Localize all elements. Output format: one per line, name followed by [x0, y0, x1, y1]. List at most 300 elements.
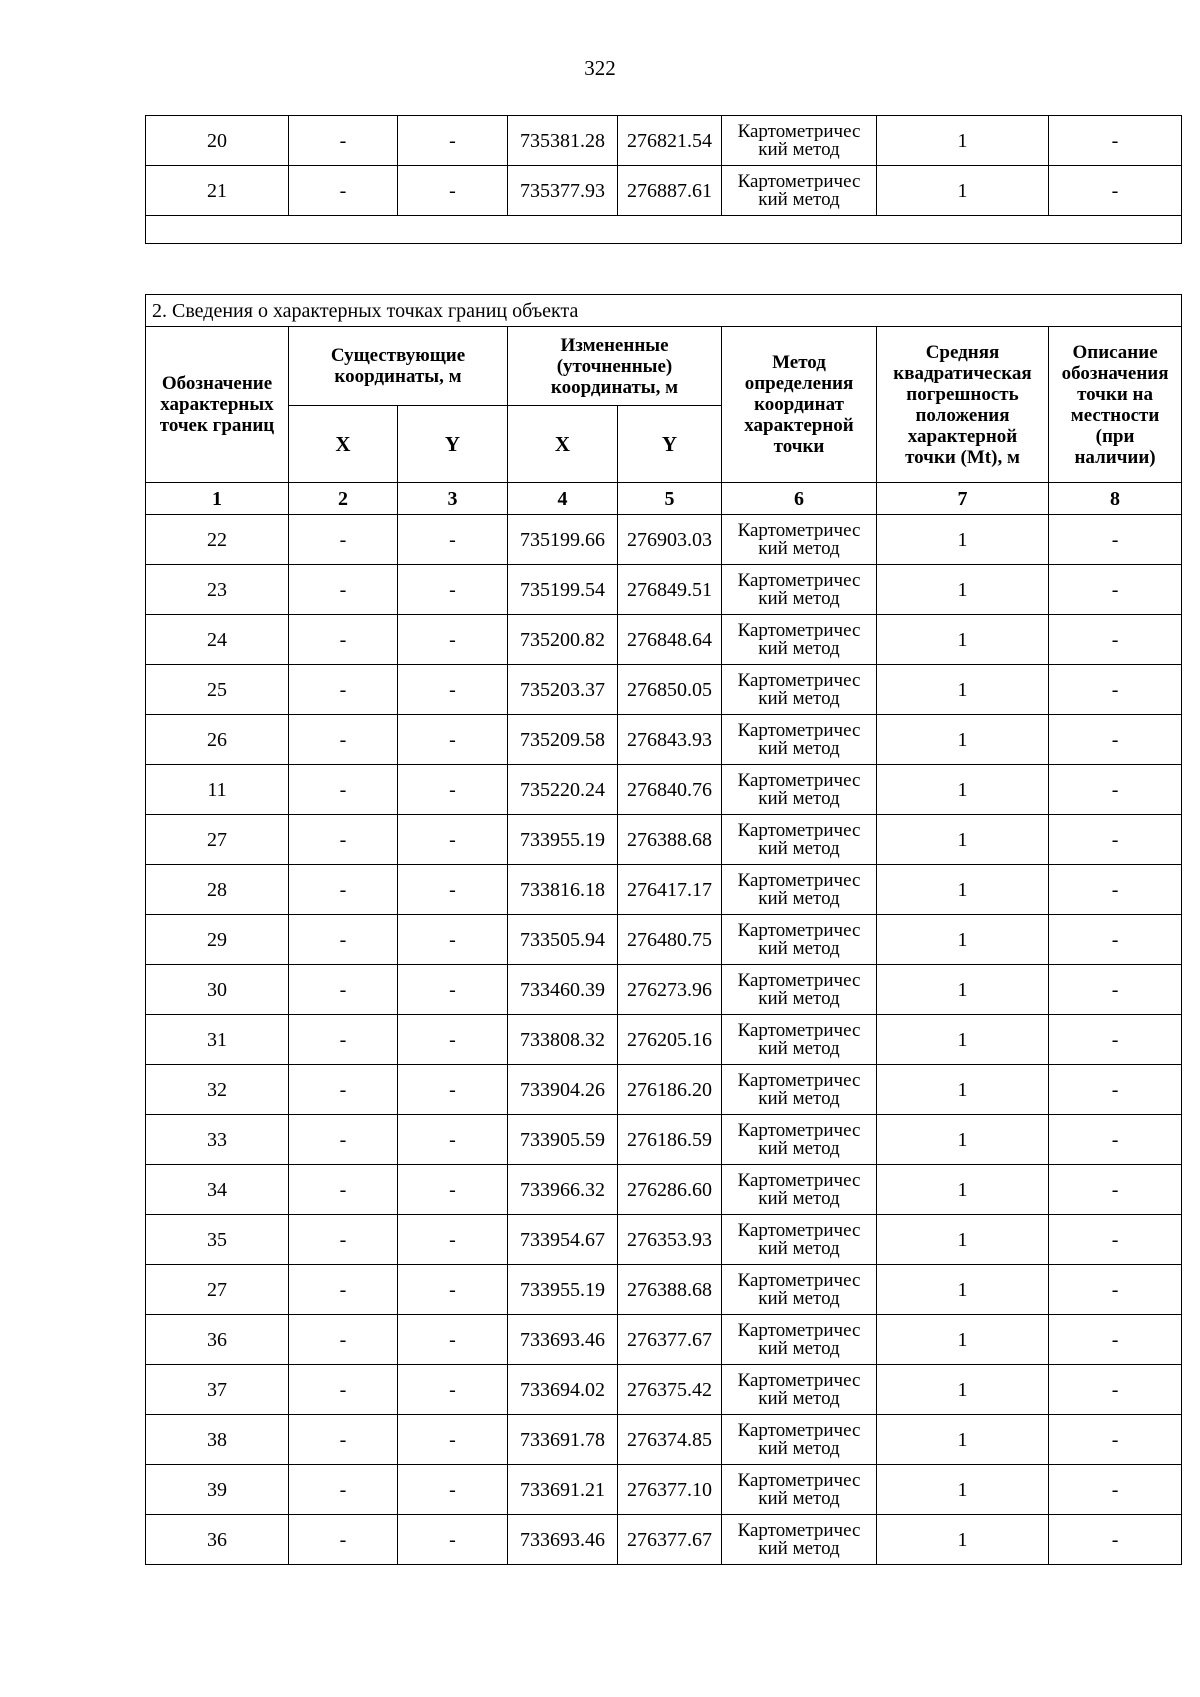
method-line: кий метод	[758, 1137, 840, 1159]
table-row	[146, 116, 1182, 166]
changed-y: 276286.60	[618, 1165, 722, 1215]
header-line: координаты, м	[334, 366, 462, 387]
point-description: -	[1049, 1115, 1182, 1165]
table-row	[146, 665, 1182, 715]
existing-y: -	[398, 765, 508, 815]
point-description: -	[1049, 1465, 1182, 1515]
point-number: 37	[146, 1365, 289, 1415]
existing-y: -	[398, 116, 508, 166]
point-description: -	[1049, 1415, 1182, 1465]
header-description	[1049, 327, 1182, 483]
existing-y: -	[398, 1215, 508, 1265]
existing-x: -	[289, 765, 398, 815]
mean-error: 1	[877, 1265, 1049, 1315]
continued-coordinates-table	[145, 115, 1182, 244]
point-number: 24	[146, 615, 289, 665]
mean-error: 1	[877, 166, 1049, 216]
column-number: 4	[508, 483, 618, 515]
header-line: точек границ	[159, 415, 275, 436]
mean-error: 1	[877, 1415, 1049, 1465]
changed-y: 276887.61	[618, 166, 722, 216]
point-number: 28	[146, 865, 289, 915]
point-description: -	[1049, 965, 1182, 1015]
table-row	[146, 166, 1182, 216]
method-cell	[722, 765, 877, 815]
changed-x: 733460.39	[508, 965, 618, 1015]
existing-x: -	[289, 1315, 398, 1365]
mean-error: 1	[877, 1315, 1049, 1365]
blank-row	[146, 216, 1182, 244]
existing-x: -	[289, 515, 398, 565]
mean-error: 1	[877, 615, 1049, 665]
point-description: -	[1049, 715, 1182, 765]
method-line: кий метод	[758, 687, 840, 709]
changed-x: 733694.02	[508, 1365, 618, 1415]
point-number: 20	[146, 116, 289, 166]
method-line: кий метод	[758, 138, 840, 160]
method-line: кий метод	[758, 1387, 840, 1409]
method-line: кий метод	[758, 987, 840, 1009]
point-number: 31	[146, 1015, 289, 1065]
header-line: Средняя	[925, 341, 1000, 363]
mean-error: 1	[877, 665, 1049, 715]
point-number: 35	[146, 1215, 289, 1265]
table-row	[146, 1065, 1182, 1115]
existing-y: -	[398, 1415, 508, 1465]
method-line: кий метод	[758, 1537, 840, 1559]
point-description: -	[1049, 1265, 1182, 1315]
point-number: 21	[146, 166, 289, 216]
method-cell	[722, 1315, 877, 1365]
table-header	[146, 295, 1182, 515]
header-line: характерной	[907, 425, 1018, 447]
method-cell	[722, 116, 877, 166]
changed-x: 735199.54	[508, 565, 618, 615]
method-line: кий метод	[758, 787, 840, 809]
changed-x: 733505.94	[508, 915, 618, 965]
method-cell	[722, 1165, 877, 1215]
blank-cell	[146, 216, 1182, 244]
point-description: -	[1049, 116, 1182, 166]
point-description: -	[1049, 615, 1182, 665]
method-cell	[722, 715, 877, 765]
changed-x: 733954.67	[508, 1215, 618, 1265]
method-cell	[722, 965, 877, 1015]
header-changed-x: X	[508, 406, 618, 483]
table-row	[146, 615, 1182, 665]
point-description: -	[1049, 915, 1182, 965]
changed-x: 733691.78	[508, 1415, 618, 1465]
header-changed-y: Y	[618, 406, 722, 483]
changed-y: 276377.67	[618, 1515, 722, 1565]
changed-y: 276374.85	[618, 1415, 722, 1465]
mean-error: 1	[877, 965, 1049, 1015]
existing-x: -	[289, 715, 398, 765]
point-number: 34	[146, 1165, 289, 1215]
header-line: характерных	[160, 394, 274, 415]
method-line: Картометричес	[737, 1519, 861, 1541]
existing-x: -	[289, 915, 398, 965]
method-line: Картометричес	[737, 1419, 861, 1441]
header-line: Метод	[772, 352, 826, 373]
point-number: 39	[146, 1465, 289, 1515]
changed-x: 733905.59	[508, 1115, 618, 1165]
table-row	[146, 915, 1182, 965]
table-row	[146, 965, 1182, 1015]
point-description: -	[1049, 1215, 1182, 1265]
point-number: 29	[146, 915, 289, 965]
changed-y: 276186.59	[618, 1115, 722, 1165]
existing-x: -	[289, 1265, 398, 1315]
existing-x: -	[289, 865, 398, 915]
method-line: кий метод	[758, 737, 840, 759]
changed-y: 276377.10	[618, 1465, 722, 1515]
method-line: Картометричес	[737, 120, 861, 142]
point-number: 25	[146, 665, 289, 715]
mean-error: 1	[877, 515, 1049, 565]
method-line: Картометричес	[737, 919, 861, 941]
mean-error: 1	[877, 815, 1049, 865]
mean-error: 1	[877, 715, 1049, 765]
method-line: кий метод	[758, 537, 840, 559]
mean-error: 1	[877, 1515, 1049, 1565]
mean-error: 1	[877, 865, 1049, 915]
header-line: характерной	[744, 415, 854, 436]
method-cell	[722, 615, 877, 665]
method-line: Картометричес	[737, 569, 861, 591]
method-line: Картометричес	[737, 1119, 861, 1141]
point-description: -	[1049, 665, 1182, 715]
method-line: Картометричес	[737, 1219, 861, 1241]
table-row	[146, 715, 1182, 765]
changed-y: 276273.96	[618, 965, 722, 1015]
method-line: кий метод	[758, 1037, 840, 1059]
changed-x: 735220.24	[508, 765, 618, 815]
method-line: Картометричес	[737, 170, 861, 192]
point-number: 32	[146, 1065, 289, 1115]
column-number: 1	[146, 483, 289, 515]
changed-x: 735381.28	[508, 116, 618, 166]
changed-y: 276843.93	[618, 715, 722, 765]
header-mean-error	[877, 327, 1049, 483]
existing-x: -	[289, 665, 398, 715]
column-number: 6	[722, 483, 877, 515]
existing-y: -	[398, 1265, 508, 1315]
method-cell	[722, 665, 877, 715]
changed-y: 276375.42	[618, 1365, 722, 1415]
changed-x: 733691.21	[508, 1465, 618, 1515]
method-line: Картометричес	[737, 1019, 861, 1041]
changed-y: 276388.68	[618, 1265, 722, 1315]
existing-x: -	[289, 1415, 398, 1465]
method-cell	[722, 565, 877, 615]
existing-y: -	[398, 615, 508, 665]
header-line: Описание	[1072, 341, 1158, 363]
existing-x: -	[289, 1465, 398, 1515]
table-row	[146, 515, 1182, 565]
header-line: точки	[773, 436, 825, 457]
method-line: кий метод	[758, 587, 840, 609]
point-number: 11	[146, 765, 289, 815]
point-description: -	[1049, 1015, 1182, 1065]
changed-y: 276849.51	[618, 565, 722, 615]
header-line: (при	[1095, 425, 1135, 447]
existing-x: -	[289, 1015, 398, 1065]
method-cell	[722, 1465, 877, 1515]
column-number: 5	[618, 483, 722, 515]
table-row	[146, 765, 1182, 815]
existing-x: -	[289, 615, 398, 665]
existing-y: -	[398, 1515, 508, 1565]
column-number: 7	[877, 483, 1049, 515]
point-description: -	[1049, 865, 1182, 915]
mean-error: 1	[877, 1465, 1049, 1515]
method-line: Картометричес	[737, 769, 861, 791]
point-description: -	[1049, 565, 1182, 615]
changed-y: 276850.05	[618, 665, 722, 715]
method-line: Картометричес	[737, 1369, 861, 1391]
changed-y: 276388.68	[618, 815, 722, 865]
existing-x: -	[289, 1115, 398, 1165]
existing-x: -	[289, 1165, 398, 1215]
changed-x: 733955.19	[508, 1265, 618, 1315]
header-line: квадратическая	[893, 362, 1032, 384]
mean-error: 1	[877, 1015, 1049, 1065]
existing-y: -	[398, 715, 508, 765]
header-existing-x: X	[289, 406, 398, 483]
point-number: 23	[146, 565, 289, 615]
method-line: кий метод	[758, 1287, 840, 1309]
existing-y: -	[398, 1315, 508, 1365]
header-method	[722, 327, 877, 483]
point-number: 33	[146, 1115, 289, 1165]
point-description: -	[1049, 1365, 1182, 1415]
method-line: кий метод	[758, 837, 840, 859]
method-cell	[722, 1415, 877, 1465]
method-line: кий метод	[758, 887, 840, 909]
method-line: кий метод	[758, 1187, 840, 1209]
method-cell	[722, 1065, 877, 1115]
mean-error: 1	[877, 116, 1049, 166]
method-cell	[722, 1265, 877, 1315]
continued-table-body	[146, 116, 1182, 244]
method-line: кий метод	[758, 1437, 840, 1459]
method-line: кий метод	[758, 1087, 840, 1109]
point-description: -	[1049, 765, 1182, 815]
existing-x: -	[289, 1365, 398, 1415]
method-cell	[722, 515, 877, 565]
table-row	[146, 1465, 1182, 1515]
existing-x: -	[289, 1515, 398, 1565]
point-description: -	[1049, 815, 1182, 865]
table-row	[146, 1265, 1182, 1315]
method-line: кий метод	[758, 1337, 840, 1359]
changed-y: 276205.16	[618, 1015, 722, 1065]
changed-x: 733966.32	[508, 1165, 618, 1215]
table-row	[146, 565, 1182, 615]
method-cell	[722, 1015, 877, 1065]
changed-x: 733808.32	[508, 1015, 618, 1065]
point-number: 22	[146, 515, 289, 565]
existing-y: -	[398, 166, 508, 216]
existing-y: -	[398, 1165, 508, 1215]
column-number: 2	[289, 483, 398, 515]
header-line: определения	[744, 373, 854, 394]
point-description: -	[1049, 1515, 1182, 1565]
mean-error: 1	[877, 1165, 1049, 1215]
table-row	[146, 865, 1182, 915]
point-number: 36	[146, 1315, 289, 1365]
changed-x: 733955.19	[508, 815, 618, 865]
existing-y: -	[398, 1115, 508, 1165]
existing-y: -	[398, 915, 508, 965]
boundary-points-table	[145, 294, 1182, 1565]
mean-error: 1	[877, 565, 1049, 615]
method-cell	[722, 865, 877, 915]
method-line: Картометричес	[737, 1069, 861, 1091]
page-number: 322	[584, 56, 616, 80]
mean-error: 1	[877, 1115, 1049, 1165]
changed-y: 276377.67	[618, 1315, 722, 1365]
header-line: обозначения	[1061, 362, 1169, 384]
changed-x: 735199.66	[508, 515, 618, 565]
mean-error: 1	[877, 1215, 1049, 1265]
point-description: -	[1049, 1165, 1182, 1215]
existing-x: -	[289, 565, 398, 615]
changed-y: 276417.17	[618, 865, 722, 915]
changed-y: 276480.75	[618, 915, 722, 965]
column-number: 3	[398, 483, 508, 515]
method-cell	[722, 1365, 877, 1415]
header-line: точки на	[1077, 383, 1153, 405]
method-line: Картометричес	[737, 669, 861, 691]
point-number: 30	[146, 965, 289, 1015]
method-cell	[722, 1515, 877, 1565]
header-line: Существующие	[330, 345, 466, 366]
method-line: Картометричес	[737, 869, 861, 891]
header-line: (уточненные)	[556, 355, 673, 377]
method-line: Картометричес	[737, 719, 861, 741]
table-row	[146, 1165, 1182, 1215]
changed-x: 733816.18	[508, 865, 618, 915]
existing-x: -	[289, 1065, 398, 1115]
header-line: координаты, м	[550, 376, 679, 398]
existing-x: -	[289, 166, 398, 216]
method-cell	[722, 166, 877, 216]
existing-x: -	[289, 965, 398, 1015]
table-row	[146, 1365, 1182, 1415]
method-line: Картометричес	[737, 1319, 861, 1341]
header-existing-coordinates	[289, 327, 508, 406]
changed-x: 735377.93	[508, 166, 618, 216]
existing-y: -	[398, 965, 508, 1015]
table-row	[146, 1515, 1182, 1565]
column-number: 8	[1049, 483, 1182, 515]
header-line: местности	[1070, 404, 1160, 426]
header-changed-coordinates	[508, 327, 722, 406]
existing-y: -	[398, 665, 508, 715]
method-line: Картометричес	[737, 969, 861, 991]
existing-y: -	[398, 1015, 508, 1065]
method-line: Картометричес	[737, 1169, 861, 1191]
table-row	[146, 1315, 1182, 1365]
section-title: 2. Сведения о характерных точках границ объекта	[146, 295, 1182, 327]
changed-y: 276840.76	[618, 765, 722, 815]
existing-y: -	[398, 1365, 508, 1415]
changed-y: 276186.20	[618, 1065, 722, 1115]
method-line: кий метод	[758, 637, 840, 659]
changed-x: 735200.82	[508, 615, 618, 665]
method-cell	[722, 915, 877, 965]
existing-x: -	[289, 815, 398, 865]
existing-y: -	[398, 565, 508, 615]
existing-y: -	[398, 865, 508, 915]
point-number: 27	[146, 1265, 289, 1315]
changed-y: 276353.93	[618, 1215, 722, 1265]
changed-x: 733904.26	[508, 1065, 618, 1115]
mean-error: 1	[877, 1065, 1049, 1115]
method-line: Картометричес	[737, 1269, 861, 1291]
header-line: Обозначение	[161, 373, 273, 394]
method-cell	[722, 815, 877, 865]
table-body	[146, 515, 1182, 1565]
point-description: -	[1049, 1065, 1182, 1115]
method-line: кий метод	[758, 1237, 840, 1259]
method-line: Картометричес	[737, 519, 861, 541]
changed-x: 733693.46	[508, 1315, 618, 1365]
changed-y: 276821.54	[618, 116, 722, 166]
method-line: Картометричес	[737, 819, 861, 841]
mean-error: 1	[877, 915, 1049, 965]
existing-y: -	[398, 815, 508, 865]
point-number: 36	[146, 1515, 289, 1565]
changed-x: 735203.37	[508, 665, 618, 715]
method-line: Картометричес	[737, 619, 861, 641]
header-existing-y: Y	[398, 406, 508, 483]
method-line: кий метод	[758, 188, 840, 210]
table-row	[146, 1115, 1182, 1165]
method-cell	[722, 1215, 877, 1265]
point-description: -	[1049, 166, 1182, 216]
method-line: Картометричес	[737, 1469, 861, 1491]
header-line: погрешность	[906, 383, 1019, 405]
method-line: кий метод	[758, 1487, 840, 1509]
table-row	[146, 1015, 1182, 1065]
point-number: 27	[146, 815, 289, 865]
table-row	[146, 1415, 1182, 1465]
header-line: положения	[915, 404, 1010, 426]
header-line: точки (Mt), м	[905, 446, 1020, 468]
mean-error: 1	[877, 1365, 1049, 1415]
mean-error: 1	[877, 765, 1049, 815]
point-description: -	[1049, 515, 1182, 565]
existing-y: -	[398, 1065, 508, 1115]
changed-y: 276848.64	[618, 615, 722, 665]
existing-x: -	[289, 1215, 398, 1265]
header-line: наличии)	[1074, 446, 1156, 468]
point-number: 38	[146, 1415, 289, 1465]
point-description: -	[1049, 1315, 1182, 1365]
point-number: 26	[146, 715, 289, 765]
method-cell	[722, 1115, 877, 1165]
header-line: координат	[754, 394, 844, 415]
existing-y: -	[398, 515, 508, 565]
header-designation	[146, 327, 289, 483]
header-line: Измененные	[560, 334, 669, 356]
existing-x: -	[289, 116, 398, 166]
table-row	[146, 1215, 1182, 1265]
table-row	[146, 815, 1182, 865]
